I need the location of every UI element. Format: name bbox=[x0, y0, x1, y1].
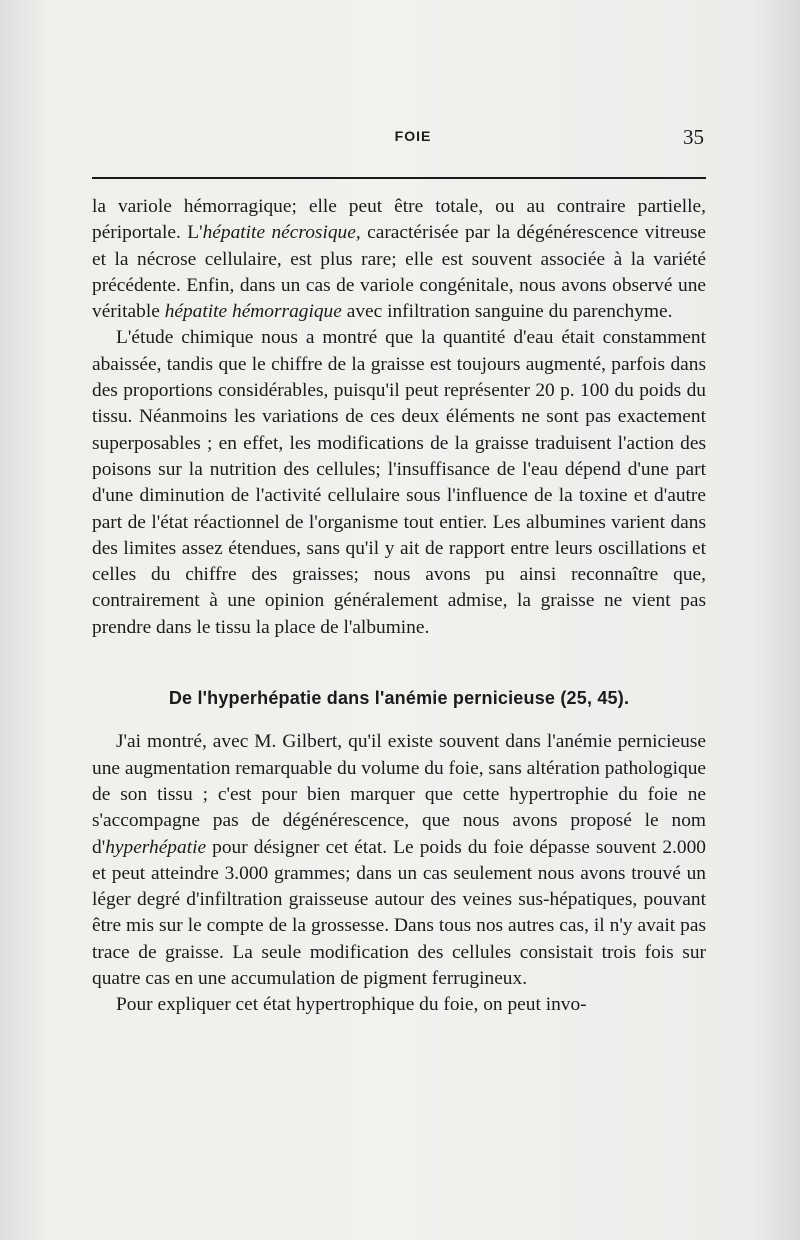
header-rule bbox=[92, 177, 706, 179]
text-run: la variole hémorragique; elle peut être totale, ou au contraire partielle, périportale. L' bbox=[92, 196, 706, 244]
text-run: L'étude chimique nous a montré que la quantité d'eau était constamment abaissée, tandis que le chiffre de la graisse est toujours augmenté, parfois dans des proportions considérables, puisqu'il peut représenter 20 p. 100 du poids du tissu. Néanmoins les variations de ces deux éléments ne sont pas exactement superposables ; en effet, les modifications de la graisse traduisent l'action des poisons sur la nutrition des cellules; l'insuffisance de l'eau dépend d'une part d'une diminution de l'activité cellulaire sous l'influence de la toxine et d'autre part de l'état réactionnel de l'organisme tout entier. Les albumines varient dans des limites assez étendues, sans qu'il y ait de rapport entre leurs oscillations et celles du chiffre des graisses; nous avons pu ainsi reconnaître que, contrairement à une opinion généralement admise, la graisse ne vient pas prendre dans le tissu la place de l'albumine. bbox=[92, 327, 706, 638]
text-run: Pour expliquer cet état hypertrophique du foie, on peut invo- bbox=[116, 994, 587, 1016]
paragraph-4 bbox=[92, 992, 706, 1018]
running-title: FOIE bbox=[394, 128, 432, 144]
page-number: 35 bbox=[683, 125, 704, 149]
paragraph-1 bbox=[92, 194, 706, 325]
text-run: pour désigner cet état. Le poids du foie dépasse souvent 2.000 et peut atteindre 3.000 grammes; dans un cas seulement nous avons trouvé un léger degré d'infiltration graisseuse autour des veines sus-hépatiques, pouvant être mis sur le compte de la grossesse. Dans tous nos autres cas, il n'y avait pas trace de graisse. La seule modification des cellules consistait trois fois sur quatre cas en une accumulation de pigment ferrugineux. bbox=[92, 836, 706, 990]
body-text bbox=[92, 194, 706, 1019]
text-run: caractérisée par la dégénérescence vitreuse et la nécrose cellulaire, est plus rare; elle est souvent associée à la variété précédente. Enfin, dans un cas de variole congénitale, nous avons observé une véritable bbox=[92, 222, 707, 323]
running-head bbox=[92, 125, 704, 154]
text-run: avec infiltration sanguine du parenchyme. bbox=[341, 301, 673, 323]
paragraph-3 bbox=[92, 729, 706, 992]
italic-term: hyperhépatie bbox=[105, 836, 207, 858]
italic-term: hépatite nécrosique, bbox=[202, 222, 361, 244]
section-heading: De l'hyperhépatie dans l'anémie pernicieuse (25, 45). bbox=[168, 688, 630, 709]
paragraph-2 bbox=[92, 325, 706, 641]
italic-term: hépatite hémorragique bbox=[164, 301, 342, 323]
text-run: J'ai montré, avec M. Gilbert, qu'il existe souvent dans l'anémie pernicieuse une augmentation remarquable du volume du foie, sans altération pathologique de son tissu ; c'est pour bien marquer que cette hypertrophie du foie ne s'accompagne pas de dégénérescence, que nous avons proposé le nom d' bbox=[92, 731, 706, 858]
